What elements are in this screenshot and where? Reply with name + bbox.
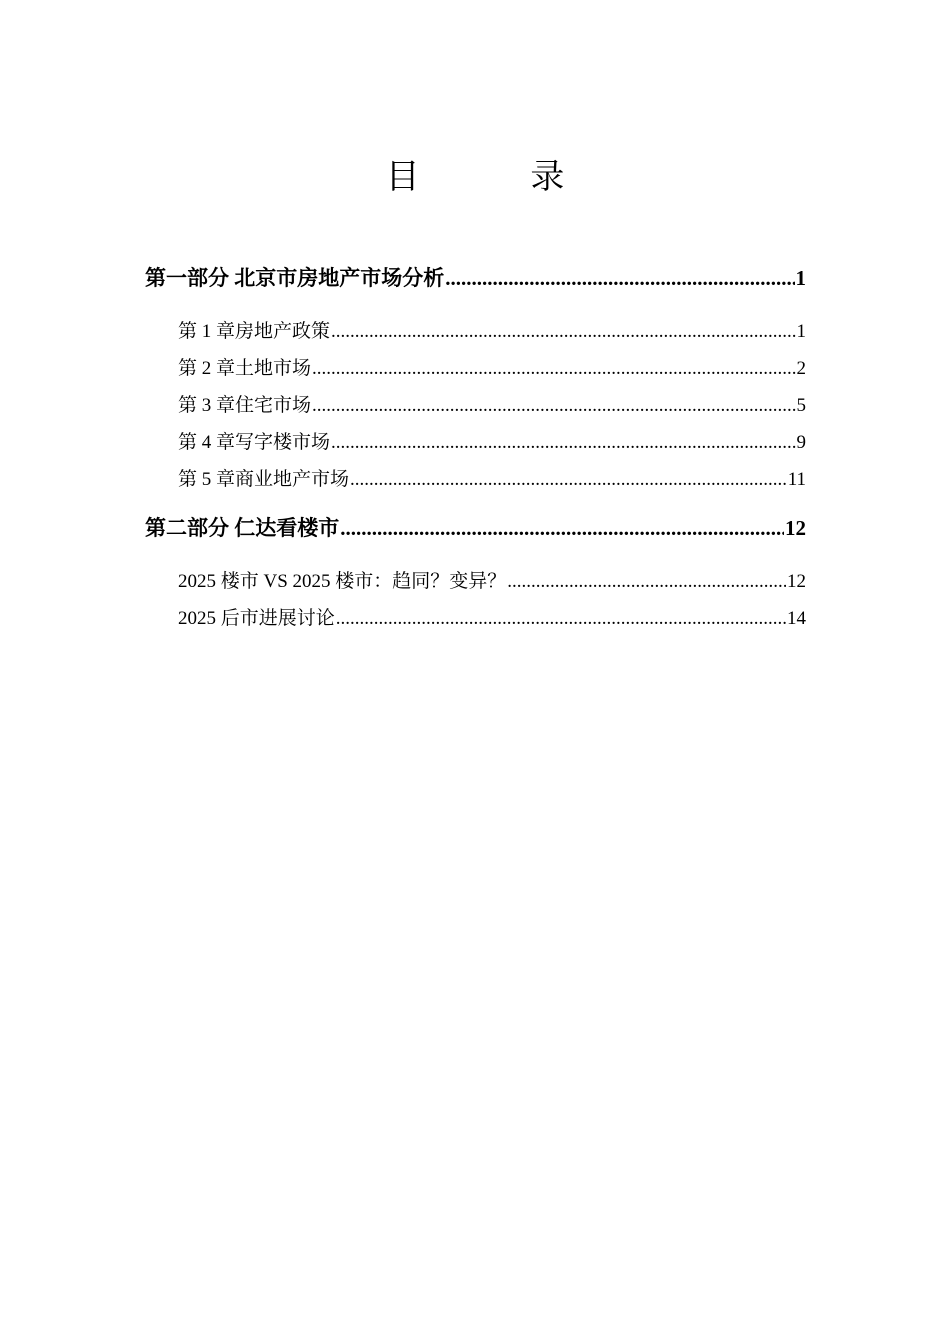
toc-entry-page: 5 [796,395,806,416]
toc-entry-label: 房地产政策 [235,321,331,342]
toc-entry-label: 土地市场 [235,358,312,379]
dot-leader [312,358,795,380]
toc-entry-page: 12 [785,516,806,540]
toc-entry-label: 住宅市场 [235,395,312,416]
toc-entry-chapter-3[interactable] [178,390,806,416]
toc-entry-page: 11 [787,469,806,490]
toc-entry-section-2[interactable] [178,603,806,629]
toc-entry-part2[interactable] [145,512,806,542]
toc-entry-label: 2025 楼市 VS 2025 楼市：趋同？变异？ [178,571,507,592]
toc-entry-label: 第一部分 北京市房地产市场分析 [145,266,445,290]
dot-leader [340,516,784,541]
toc-entry-part1[interactable] [145,262,806,292]
chapter-number: 第 4 章 [178,432,236,453]
toc-entry-label: 2025 后市进展讨论 [178,608,335,629]
dot-leader [312,395,795,417]
toc-entry-chapter-2[interactable] [178,353,806,379]
dot-leader [331,432,795,454]
toc-entry-section-1[interactable] [178,566,806,592]
toc-entry-page: 1 [796,321,806,342]
toc-entry-page: 9 [796,432,806,453]
dot-leader [445,266,794,291]
dot-leader [507,571,786,593]
dot-leader [331,321,795,343]
chapter-number: 第 1 章 [178,321,236,342]
toc-entry-chapter-4[interactable] [178,427,806,453]
chapter-number: 第 3 章 [178,395,236,416]
chapter-number: 第 2 章 [178,358,236,379]
toc-entry-label: 写字楼市场 [235,432,331,453]
chapter-number: 第 5 章 [178,469,236,490]
toc-title: 目 录 [385,157,615,197]
dot-leader [350,469,787,491]
toc-entry-page: 1 [795,266,806,290]
toc-entry-page: 14 [787,608,806,629]
toc-entry-chapter-5[interactable] [178,464,806,490]
toc-entry-chapter-1[interactable] [178,316,806,342]
toc-entry-page: 12 [787,571,806,592]
toc-entry-page: 2 [796,358,806,379]
dot-leader [336,608,786,630]
toc-entry-label: 第二部分 仁达看楼市 [145,516,340,540]
toc-entry-label: 商业地产市场 [235,469,350,490]
